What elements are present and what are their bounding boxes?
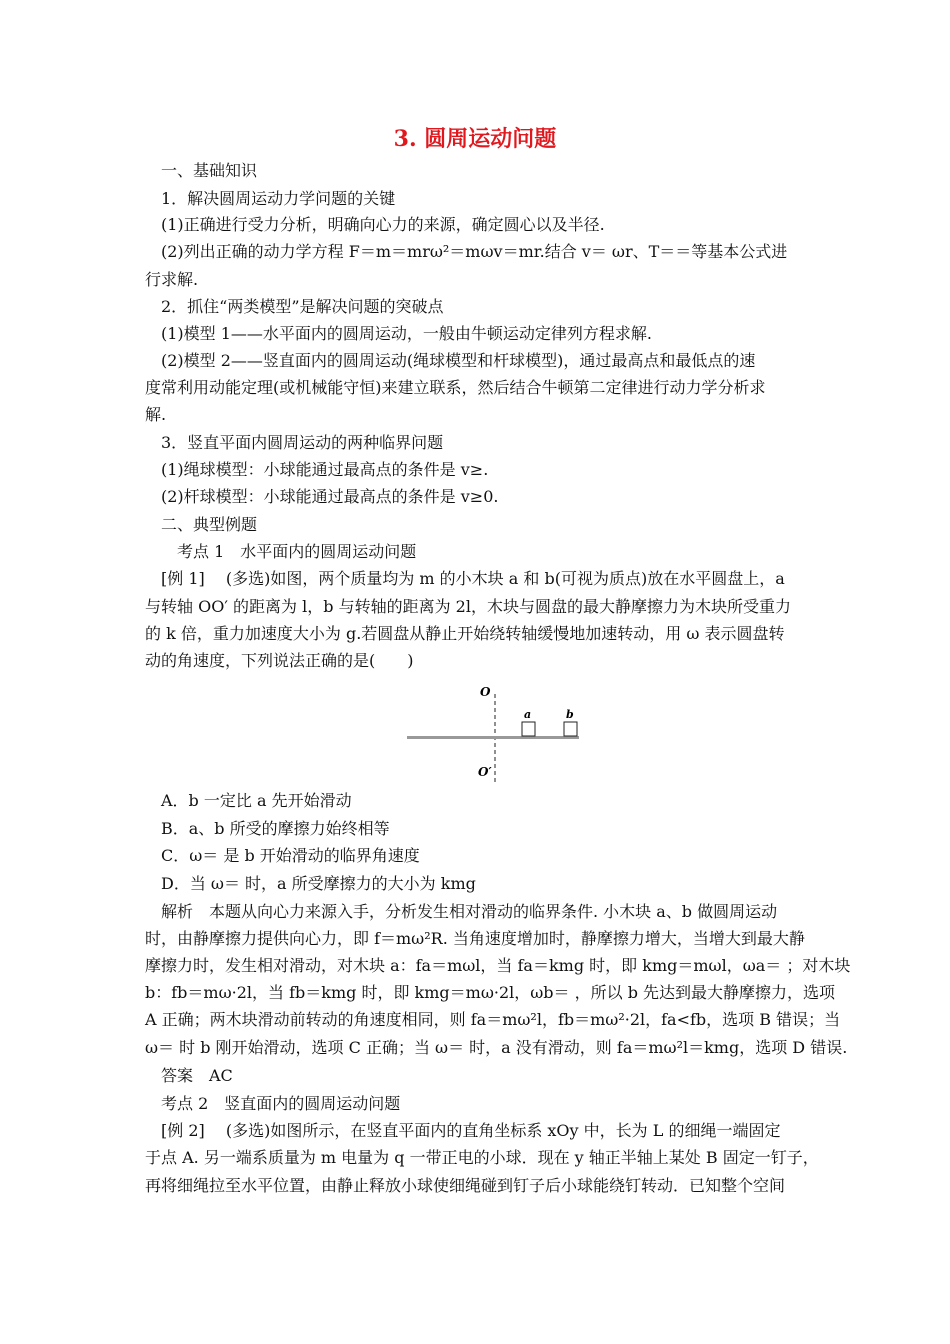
text-line: (1)绳球模型：小球能通过最高点的条件是 v≥. [145, 460, 489, 479]
text-line: 考点 2 竖直面内的圆周运动问题 [145, 1094, 401, 1113]
text-line: 一、基础知识 [145, 161, 258, 180]
page-title: 3. 圆周运动问题 [393, 126, 557, 152]
text-line: (1)模型 1——水平面内的圆周运动，一般由牛顿运动定律列方程求解. [145, 324, 653, 343]
text-line: D．当 ω＝ 时，a 所受摩擦力的大小为 kmg [145, 874, 476, 893]
text-line: 行求解. [145, 270, 199, 289]
text-line: 3．竖直平面内圆周运动的两种临界问题 [145, 433, 444, 452]
text-line: 摩擦力时，发生相对滑动，对木块 a：fa＝mωl，当 fa＝kmg 时，即 kmg＝mωl，ωa＝ ；对木块 [145, 956, 851, 975]
text-line: 解. [145, 405, 167, 424]
axis-label-top: O [480, 685, 491, 699]
text-line: 答案 AC [145, 1066, 233, 1085]
text-line: 二、典型例题 [145, 515, 258, 534]
text-line: [例 2] (多选)如图所示，在竖直平面内的直角坐标系 xOy 中，长为 L 的细绳一端固定 [145, 1121, 781, 1140]
block-a-label: a [524, 708, 532, 721]
text-line: (2)杆球模型：小球能通过最高点的条件是 v≥0. [145, 487, 499, 506]
text-line: 考点 1 水平面内的圆周运动问题 [145, 542, 417, 561]
block-b [564, 722, 577, 736]
text-line: 于点 A. 另一端系质量为 m 电量为 q 一带正电的小球．现在 y 轴正半轴上某处 B 固定一钉子， [145, 1148, 819, 1167]
text-line: 与转轴 OO′ 的距离为 l，b 与转轴的距离为 2l，木块与圆盘的最大静摩擦力为木块所受重力 [145, 597, 791, 616]
turntable-disk [407, 736, 579, 739]
text-line: 动的角速度，下列说法正确的是( ) [145, 651, 414, 670]
block-a [522, 722, 535, 736]
text-line: (2)模型 2——竖直面内的圆周运动(绳球模型和杆球模型)，通过最高点和最低点的速 [145, 351, 756, 370]
text-line: C．ω＝ 是 b 开始滑动的临界角速度 [145, 846, 420, 865]
text-line: (1)正确进行受力分析，明确向心力的来源，确定圆心以及半径. [145, 215, 605, 234]
text-line: 度常利用动能定理(或机械能守恒)来建立联系，然后结合牛顿第二定律进行动力学分析求 [145, 378, 766, 397]
axis-label-bottom: O′ [478, 765, 492, 779]
text-line: [例 1] (多选)如图，两个质量均为 m 的小木块 a 和 b(可视为质点)放在水平圆盘上，a [145, 569, 785, 588]
text-line: 的 k 倍，重力加速度大小为 g.若圆盘从静止开始绕转轴缓慢地加速转动，用 ω 表示圆盘转 [145, 624, 785, 643]
text-line: 时，由静摩擦力提供向心力，即 f＝mω²R. 当角速度增加时，静摩擦力增大，当增大到最大静 [145, 929, 805, 948]
text-line: b：fb＝mω·2l，当 fb＝kmg 时，即 kmg＝mω·2l，ωb＝ ，所以 b 先达到最大静摩擦力，选项 [145, 983, 836, 1002]
text-line: (2)列出正确的动力学方程 F＝m＝mrω²＝mωv＝mr.结合 v＝ ωr、T＝＝等基本公式进 [145, 242, 788, 261]
turntable-figure [400, 684, 590, 784]
text-line: 1．解决圆周运动力学问题的关键 [145, 189, 396, 208]
text-line: 2．抓住“两类模型”是解决问题的突破点 [145, 297, 444, 316]
text-line: 解析 本题从向心力来源入手，分析发生相对滑动的临界条件. 小木块 a、b 做圆周运动 [145, 902, 778, 921]
text-line: ω＝ 时 b 刚开始滑动，选项 C 正确；当 ω＝ 时，a 没有滑动，则 fa＝mω²l＝kmg，选项 D 错误. [145, 1038, 848, 1057]
text-line: A 正确；两木块滑动前转动的角速度相同，则 fa＝mω²l，fb＝mω²·2l，fa<fb，选项 B 错误；当 [145, 1010, 841, 1029]
text-line: B．a、b 所受的摩擦力始终相等 [145, 819, 390, 838]
text-line: A．b 一定比 a 先开始滑动 [145, 791, 352, 810]
block-b-label: b [566, 708, 574, 721]
text-line: 再将细绳拉至水平位置，由静止释放小球使细绳碰到钉子后小球能绕钉转动．已知整个空间 [145, 1176, 786, 1195]
